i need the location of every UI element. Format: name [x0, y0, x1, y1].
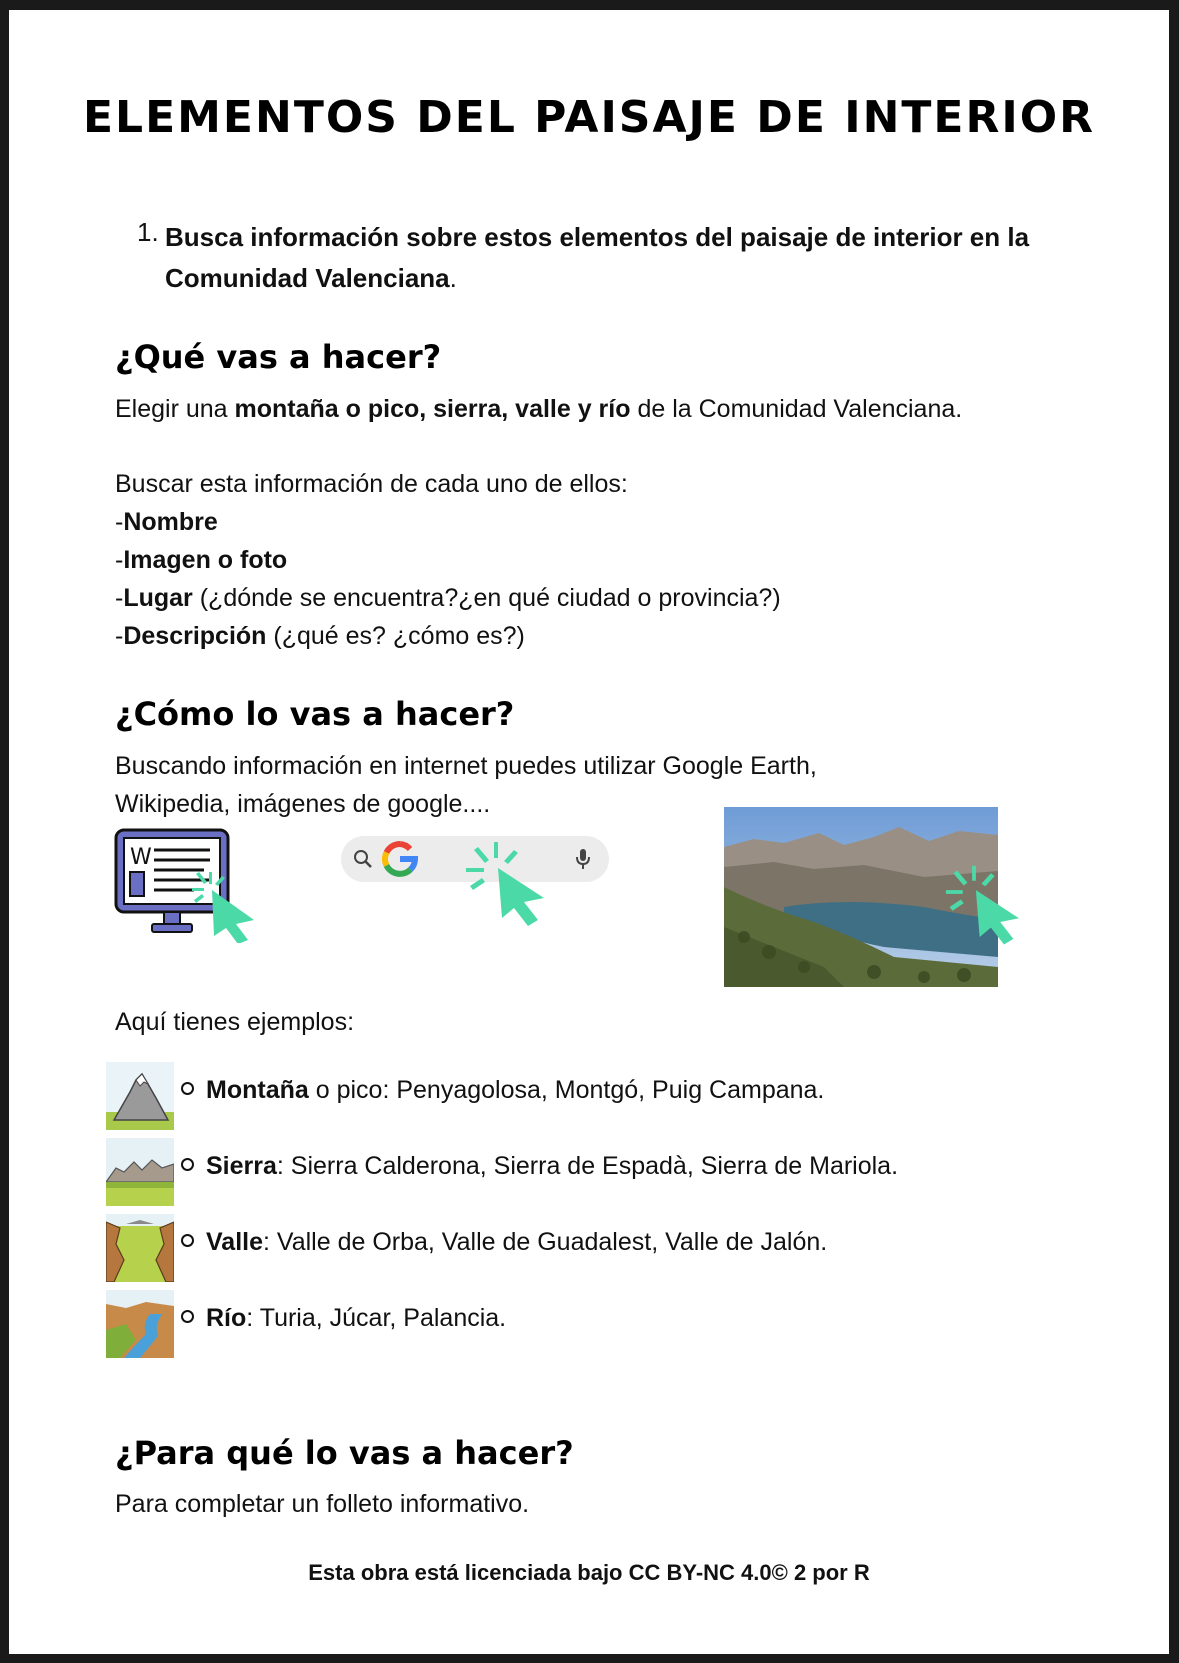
info-item-descripcion — [115, 617, 1075, 655]
item-bold: Descripción — [123, 622, 267, 650]
heading-como: ¿Cómo lo vas a hacer? — [115, 695, 515, 733]
task-bold-text: Busca información sobre estos elementos del paisaje de interior en la Comunidad Valenciana — [165, 222, 1030, 293]
example-row-sierra — [106, 1138, 1106, 1206]
worksheet-page — [9, 10, 1169, 1654]
mountain-range-icon — [106, 1138, 174, 1206]
info-item-lugar — [115, 579, 1075, 617]
item-rest: (¿dónde se encuentra?¿en qué ciudad o provincia?) — [192, 584, 781, 612]
que-line1-pre: Elegir una — [115, 395, 235, 423]
example-label: Sierra — [206, 1152, 277, 1180]
example-label: Montaña — [206, 1076, 309, 1104]
item-bold: Nombre — [123, 508, 218, 536]
info-item-nombre — [115, 503, 1075, 541]
example-label: Río — [206, 1304, 247, 1332]
mountain-icon — [106, 1062, 174, 1130]
item-prefix: - — [115, 622, 124, 650]
heading-para: ¿Para qué lo vas a hacer? — [115, 1434, 574, 1472]
page-title: ELEMENTOS DEL PAISAJE DE INTERIOR — [83, 92, 1095, 143]
svg-text:W: W — [130, 845, 152, 870]
computer-monitor-icon — [114, 828, 256, 943]
item-bold: Imagen o foto — [123, 546, 288, 574]
task-instruction — [165, 217, 1065, 299]
example-text — [206, 1228, 827, 1257]
example-row-valle — [106, 1214, 1106, 1282]
example-values: : Valle de Orba, Valle de Guadalest, Valle de Jalón. — [263, 1228, 828, 1256]
item-rest: (¿qué es? ¿cómo es?) — [266, 622, 525, 650]
google-logo-icon — [381, 840, 419, 878]
bullet — [181, 1158, 194, 1171]
que-line1 — [115, 390, 1075, 428]
heading-que: ¿Qué vas a hacer? — [115, 338, 442, 376]
info-item-imagen — [115, 541, 1075, 579]
example-label: Valle — [206, 1228, 263, 1256]
que-line1-bold: montaña o pico, sierra, valle y río — [234, 395, 631, 423]
item-bold: Lugar — [123, 584, 193, 612]
item-prefix: - — [115, 546, 124, 574]
task-number: 1. — [137, 217, 159, 247]
como-text: Buscando información en internet puedes utilizar Google Earth, Wikipedia, imágenes de google.... — [115, 752, 817, 818]
bullet — [181, 1310, 194, 1323]
example-row-rio — [106, 1290, 1106, 1358]
example-text — [206, 1076, 824, 1105]
search-icon — [351, 847, 375, 871]
para-text: Para completar un folleto informativo. — [115, 1490, 530, 1518]
example-row-montana — [106, 1062, 1106, 1130]
example-values: : Sierra Calderona, Sierra de Espadà, Sierra de Mariola. — [276, 1152, 899, 1180]
license-footer: Esta obra está licenciada bajo CC BY-NC 4.0© 2 por R — [308, 1560, 870, 1585]
microphone-icon — [575, 848, 591, 870]
example-text — [206, 1304, 506, 1333]
que-intro: Buscar esta información de cada uno de ellos: — [115, 470, 628, 498]
example-text — [206, 1152, 898, 1181]
river-icon — [106, 1290, 174, 1358]
item-prefix: - — [115, 584, 124, 612]
item-prefix: - — [115, 508, 124, 536]
que-line1-post: de la Comunidad Valenciana. — [630, 395, 963, 423]
cursor-click-icon — [464, 838, 560, 934]
cursor-click-icon — [944, 862, 1034, 952]
bullet — [181, 1082, 194, 1095]
task-suffix: . — [449, 263, 457, 293]
bullet — [181, 1234, 194, 1247]
examples-intro: Aquí tienes ejemplos: — [115, 1008, 355, 1036]
example-values: o pico: Penyagolosa, Montgó, Puig Campana. — [308, 1076, 825, 1104]
valley-icon — [106, 1214, 174, 1282]
example-values: : Turia, Júcar, Palancia. — [246, 1304, 507, 1332]
